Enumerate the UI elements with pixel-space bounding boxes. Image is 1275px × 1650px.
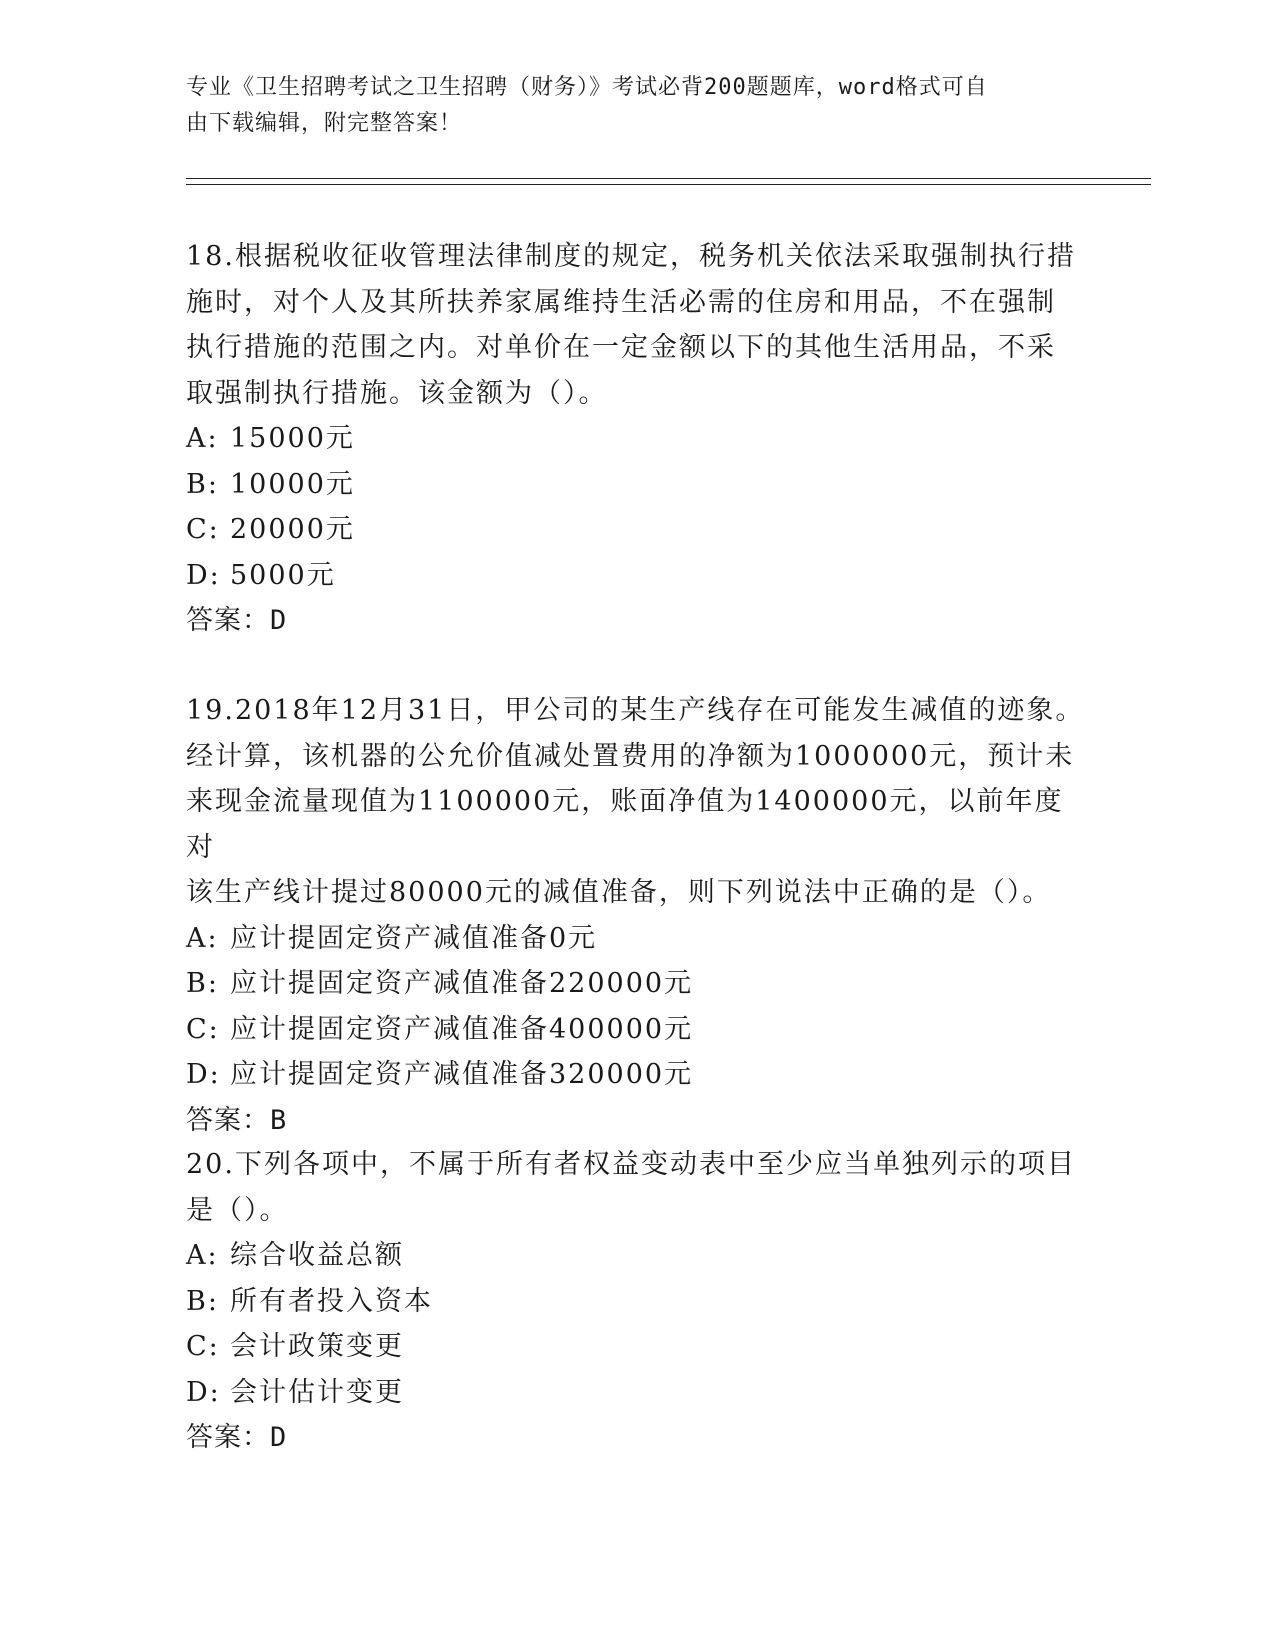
header-line-1: 专业《卫生招聘考试之卫生招聘（财务）》考试必背200题题库，word格式可自 — [186, 75, 988, 100]
option-text: 所有者投入资本 — [230, 1285, 433, 1317]
header-divider-bottom — [186, 184, 1151, 185]
option-text: 20000元 — [230, 514, 355, 545]
option-c — [186, 507, 1086, 553]
document-header — [186, 70, 1066, 142]
option-letter: B: — [186, 468, 219, 500]
question-text-line: 来现金流量现值为1100000元，账面净值为1400000元，以前年度对 — [186, 786, 1064, 863]
option-letter: D: — [186, 559, 221, 591]
option-text: 5000元 — [230, 559, 336, 591]
question-text-line: 是（）。 — [186, 1194, 289, 1226]
option-text: 应计提固定资产减值准备0元 — [230, 922, 598, 954]
option-text: 会计政策变更 — [230, 1331, 404, 1362]
option-d — [186, 1370, 1086, 1416]
option-text: 10000元 — [230, 468, 355, 500]
option-d — [186, 1052, 1086, 1098]
option-letter: A: — [186, 423, 219, 454]
option-text: 15000元 — [230, 423, 355, 454]
question-text-line: 执行措施的范围之内。对单价在一定金额以下的其他生活用品，不采 — [186, 332, 1056, 363]
option-b — [186, 462, 1086, 508]
question-18 — [186, 234, 1086, 644]
option-letter: B: — [186, 968, 219, 999]
option-letter: C: — [186, 1013, 220, 1045]
answer-line: 答案：D — [186, 1422, 288, 1453]
option-letter: A: — [186, 922, 219, 954]
question-19 — [186, 688, 1086, 1143]
option-a — [186, 416, 1086, 462]
header-line-2: 由下载编辑，附完整答案！ — [186, 111, 463, 136]
option-text: 应计提固定资产减值准备320000元 — [230, 1059, 694, 1090]
question-text-line: 取强制执行措施。该金额为（）。 — [186, 377, 608, 409]
option-text: 应计提固定资产减值准备400000元 — [230, 1013, 694, 1045]
option-letter: D: — [186, 1059, 221, 1090]
option-c — [186, 1007, 1086, 1053]
option-text: 综合收益总额 — [230, 1240, 404, 1271]
question-text-line: 20.下列各项中，不属于所有者权益变动表中至少应当单独列示的项目 — [186, 1149, 1076, 1180]
option-letter: A: — [186, 1240, 219, 1271]
option-d — [186, 553, 1086, 599]
question-text-line: 经计算，该机器的公允价值减处置费用的净额为1000000元，预计未 — [186, 740, 1075, 772]
option-a — [186, 1233, 1086, 1279]
option-letter: D: — [186, 1376, 221, 1408]
answer-line: 答案：B — [186, 1104, 288, 1136]
option-a — [186, 916, 1086, 962]
question-text-line: 19.2018年12月31日，甲公司的某生产线存在可能发生减值的迹象。 — [186, 695, 1085, 726]
question-20 — [186, 1142, 1086, 1461]
option-letter: C: — [186, 514, 220, 545]
option-text: 应计提固定资产减值准备220000元 — [230, 968, 694, 999]
option-b — [186, 961, 1086, 1007]
question-text-line: 施时，对个人及其所扶养家属维持生活必需的住房和用品，不在强制 — [186, 286, 1056, 318]
option-b — [186, 1279, 1086, 1325]
option-letter: B: — [186, 1285, 219, 1317]
option-letter: C: — [186, 1331, 220, 1362]
answer-line: 答案：D — [186, 605, 288, 636]
option-text: 会计估计变更 — [230, 1376, 404, 1408]
header-divider-top — [186, 178, 1151, 179]
question-text-line: 18.根据税收征收管理法律制度的规定，税务机关依法采取强制执行措 — [186, 241, 1076, 272]
option-c — [186, 1324, 1086, 1370]
question-text-line: 该生产线计提过80000元的减值准备，则下列说法中正确的是（）。 — [186, 877, 1052, 908]
